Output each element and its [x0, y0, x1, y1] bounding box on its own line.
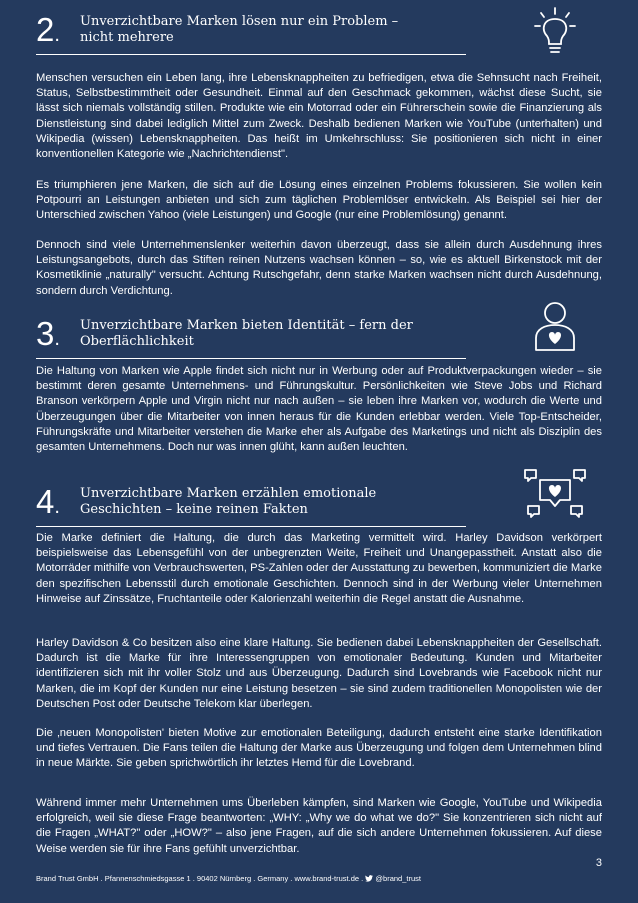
- section-3-heading: [36, 316, 466, 360]
- section-number: 4.: [36, 483, 60, 520]
- section-divider: [36, 358, 466, 359]
- twitter-handle[interactable]: @brand_trust: [375, 874, 421, 883]
- paragraph: Die ‚neuen Monopolisten' bieten Motive zur emotionalen Beteiligung, dadurch entsteht eine starke Identifikation und tiefes Vertrauen. Die Fans teilen die Haltung der Marke aus Überzeugung und folgen dem Unternehmen blind in neue Märkte. Sie geben sprichwörtlich ihr letztes Hemd für die Lovebrand.: [36, 727, 602, 770]
- paragraph: Harley Davidson & Co besitzen also eine klare Haltung. Sie bedienen dabei Lebensknappheiten der Gesellschaft. Dadurch ist die Marke für ihre Interessengruppen von emotionaler Bedeutung. Kunden und Mitarbeiter identifizieren sich mit ihr voller Stolz und aus Überzeugung. Dadurch sind Lovebrands wie Facebook nicht nur Marken, die im Kopf der Kunden nur eine Leistung besetzen – sie sind zudem traditionellen Monopolisten wie der Deutschen Post oder Deutsche Telekom klar überlegen.: [36, 637, 602, 710]
- paragraph: Menschen versuchen ein Leben lang, ihre Lebensknappheiten zu befriedigen, etwa die Sehnsucht nach Freiheit, Status, Selbstbestimmtheit oder Gesundheit. Einmal auf den Geschmack gekommen, wächst diese Sucht, sie lässt sich niemals vollständig stillen. Produkte wie ein Motorrad oder ein Führerschein sowie die Finanzierung als Dienstleistung sind dabei lediglich Mittel zum Zweck. Deshalb bedienen Marken wie YouTube (unterhalten) und Wikipedia (wissen) Lebensknappheiten. Das heißt im Umkehrschluss: Sie positionieren sich nicht in einer konventionellen Kategorie wie „Nachrichtendienst".: [36, 72, 602, 161]
- page-number: 3: [595, 857, 602, 869]
- speech-bubbles-heart-icon: [522, 466, 588, 522]
- twitter-bird-icon: [365, 875, 373, 882]
- paragraph: Die Marke definiert die Haltung, die durch das Marketing vermittelt wird. Harley Davidson verkörpert beispielsweise das Lebensgefühl von der unbegrenzten Weite, Freiheit und Unangepasstheit. Anstatt also die Motorräder mithilfe von Verbrauchswerten, PS-Zahlen oder der Ausstattung zu bewerben, kommuniziert die Marke den spezifischen Lebensstil durch emotionale Geschichten. Dennoch sind in der Werbung vieler Unternehmen Hinweise auf Zinssätze, Fruchtanteile oder Kalorienzahl weiterhin die Regel anstatt die Ausnahme.: [36, 532, 602, 605]
- paragraph: Es triumphieren jene Marken, die sich auf die Lösung eines einzelnen Problems fokussieren. Sie wollen kein Potpourri an Leistungen anbieten und sich zum täglichen Problemlöser entwickeln. Als Beispiel sei hier der Unterschied zwischen Yahoo (viele Leistungen) und Google (nur eine Problemlösung) genannt.: [36, 179, 602, 222]
- section-title: Unverzichtbare Marken erzählen emotionale Geschichten – keine reinen Fakten: [80, 486, 377, 517]
- footer: [36, 874, 421, 884]
- section-title: Unverzichtbare Marken lösen nur ein Problem – nicht mehrere: [80, 14, 399, 45]
- footer-address: Brand Trust GmbH . Pfannenschmiedsgasse 1 . 90402 Nürnberg . Germany . www.brand-trust.de .: [36, 874, 366, 883]
- section-4-heading: [36, 484, 466, 528]
- paragraph: Dennoch sind viele Unternehmenslenker weiterhin davon überzeugt, dass sie allein durch Ausdehnung ihres Leistungsangebots, durch das Stiften reinen Nutzens wachsen können – so, wie es aktuell Birkenstock mit der Kosmetiklinie „naturally" versucht. Achtung Rutschgefahr, denn starke Marken wachsen nicht durch Ausdehnung, sondern durch Verdichtung.: [36, 239, 602, 297]
- section-divider: [36, 54, 466, 55]
- person-heart-icon: [533, 300, 577, 352]
- paragraph: Während immer mehr Unternehmen ums Überleben kämpfen, sind Marken wie Google, YouTube und Wikipedia erfolgreich, weil sie diese Frage beantworten: „WHY: „Why we do what we do?" Sie konzentrieren sich nicht auf die Fragen „WHAT?" oder „HOW?" – also jene Fragen, auf die sich andere Unternehmen fokussieren. Auf diese Weise werden sie für ihre Fans gefühlt unverzichtbar.: [36, 797, 602, 855]
- section-number: 2.: [36, 11, 60, 48]
- lightbulb-icon: [531, 6, 579, 58]
- section-number: 3.: [36, 315, 60, 352]
- paragraph: Die Haltung von Marken wie Apple findet sich nicht nur in Werbung oder auf Produktverpackungen wieder – sie bestimmt deren gesamte Unternehmens- und Führungskultur. Persönlichkeiten wie Steve Jobs und Richard Branson verkörpern Apple und Virgin nicht nur nach außen – sie leben ihre Marken vor, wodurch die Werte und Überzeugungen über die Mitarbeiter von innen heraus für die Kunden erlebbar werden. Viele Top-Entscheider, Führungskräfte und Mitarbeiter verstehen die Marke eher als Aufgabe des Marketings und nicht als Disziplin des gesamten Unternehmens. Doch nur was innen glüht, kann außen leuchten.: [36, 365, 602, 454]
- section-title: Unverzichtbare Marken bieten Identität – fern der Oberflächlichkeit: [80, 318, 413, 349]
- section-2-heading: [36, 12, 466, 56]
- section-divider: [36, 526, 466, 527]
